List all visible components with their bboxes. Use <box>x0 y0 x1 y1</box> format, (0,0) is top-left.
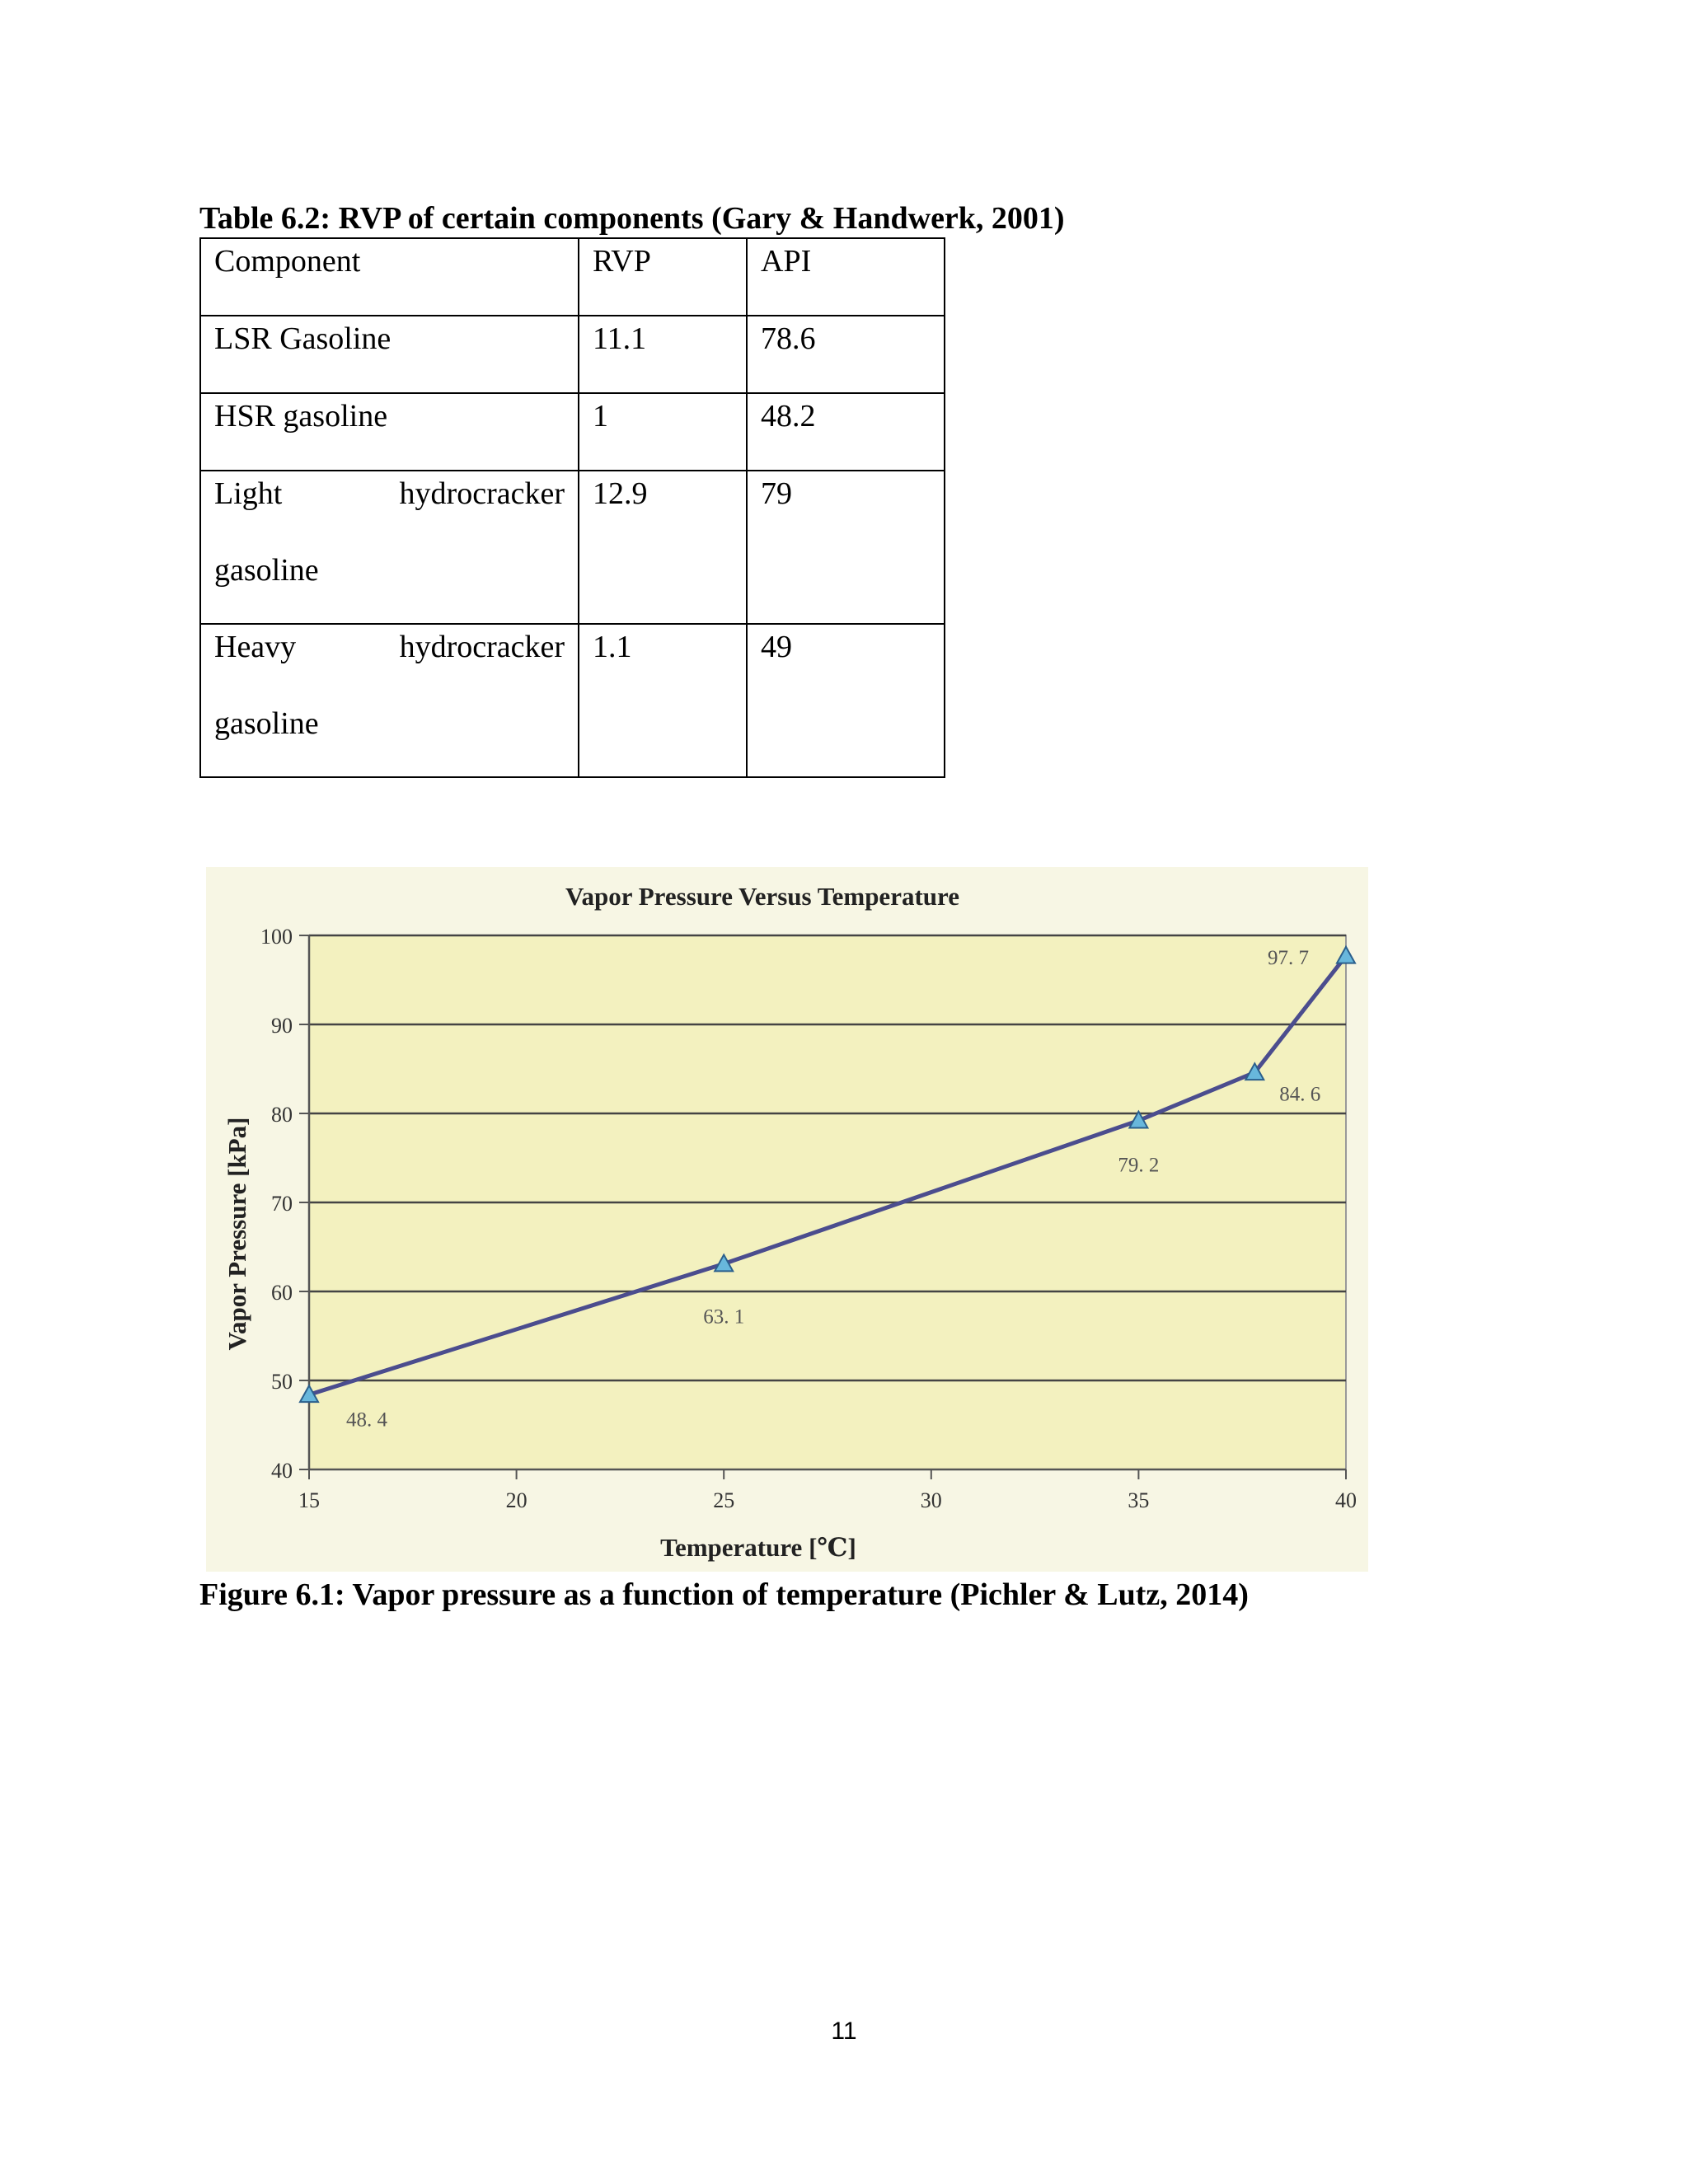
y-tick-label: 60 <box>271 1281 293 1305</box>
data-label: 97. 7 <box>1268 946 1309 969</box>
cell-api: 48.2 <box>747 393 945 471</box>
x-axis-label: Temperature [℃] <box>660 1533 856 1562</box>
rvp-table <box>199 237 945 778</box>
data-label: 48. 4 <box>346 1408 387 1432</box>
x-tick-label: 25 <box>713 1488 735 1512</box>
page-number: 11 <box>831 2018 857 2045</box>
y-axis-label: Vapor Pressure [kPa] <box>223 1117 251 1351</box>
header-rvp: RVP <box>579 238 747 316</box>
cell-component-line: Light hydrocracker <box>214 476 565 511</box>
data-label: 79. 2 <box>1118 1154 1160 1177</box>
y-tick-label: 90 <box>271 1014 293 1038</box>
cell-component-line: gasoline <box>214 553 319 588</box>
y-tick-label: 100 <box>260 925 293 949</box>
table-header-row <box>200 238 945 316</box>
cell-component <box>200 471 579 624</box>
vapor-pressure-chart <box>206 867 1368 1572</box>
cell-rvp: 1.1 <box>579 624 747 777</box>
y-tick-label: 40 <box>271 1459 293 1483</box>
cell-component-line: gasoline <box>214 706 319 741</box>
cell-component-line: Heavy hydrocracker <box>214 630 565 664</box>
cell-component: LSR Gasoline <box>200 316 579 393</box>
y-tick-label: 70 <box>271 1192 293 1216</box>
cell-rvp: 11.1 <box>579 316 747 393</box>
cell-api: 49 <box>747 624 945 777</box>
table-row <box>200 471 945 624</box>
table-row <box>200 624 945 777</box>
y-tick-label: 80 <box>271 1103 293 1127</box>
cell-rvp: 1 <box>579 393 747 471</box>
x-tick-label: 30 <box>920 1488 942 1512</box>
data-label: 63. 1 <box>703 1305 745 1329</box>
cell-component <box>200 624 579 777</box>
x-tick-label: 40 <box>1335 1488 1357 1512</box>
chart-title: Vapor Pressure Versus Temperature <box>565 882 959 911</box>
data-label: 84. 6 <box>1279 1083 1321 1106</box>
cell-rvp: 12.9 <box>579 471 747 624</box>
y-tick-label: 50 <box>271 1370 293 1394</box>
table-caption: Table 6.2: RVP of certain components (Gary & Handwerk, 2001) <box>199 201 1065 236</box>
header-api: API <box>747 238 945 316</box>
table-row <box>200 393 945 471</box>
header-component: Component <box>200 238 579 316</box>
table-row <box>200 316 945 393</box>
cell-api: 78.6 <box>747 316 945 393</box>
x-tick-label: 20 <box>505 1488 528 1512</box>
x-tick-label: 35 <box>1128 1488 1150 1512</box>
cell-component: HSR gasoline <box>200 393 579 471</box>
cell-api: 79 <box>747 471 945 624</box>
chart-svg <box>206 867 1368 1572</box>
x-tick-label: 15 <box>298 1488 320 1512</box>
figure-caption: Figure 6.1: Vapor pressure as a function of temperature (Pichler & Lutz, 2014) <box>199 1577 1249 1612</box>
